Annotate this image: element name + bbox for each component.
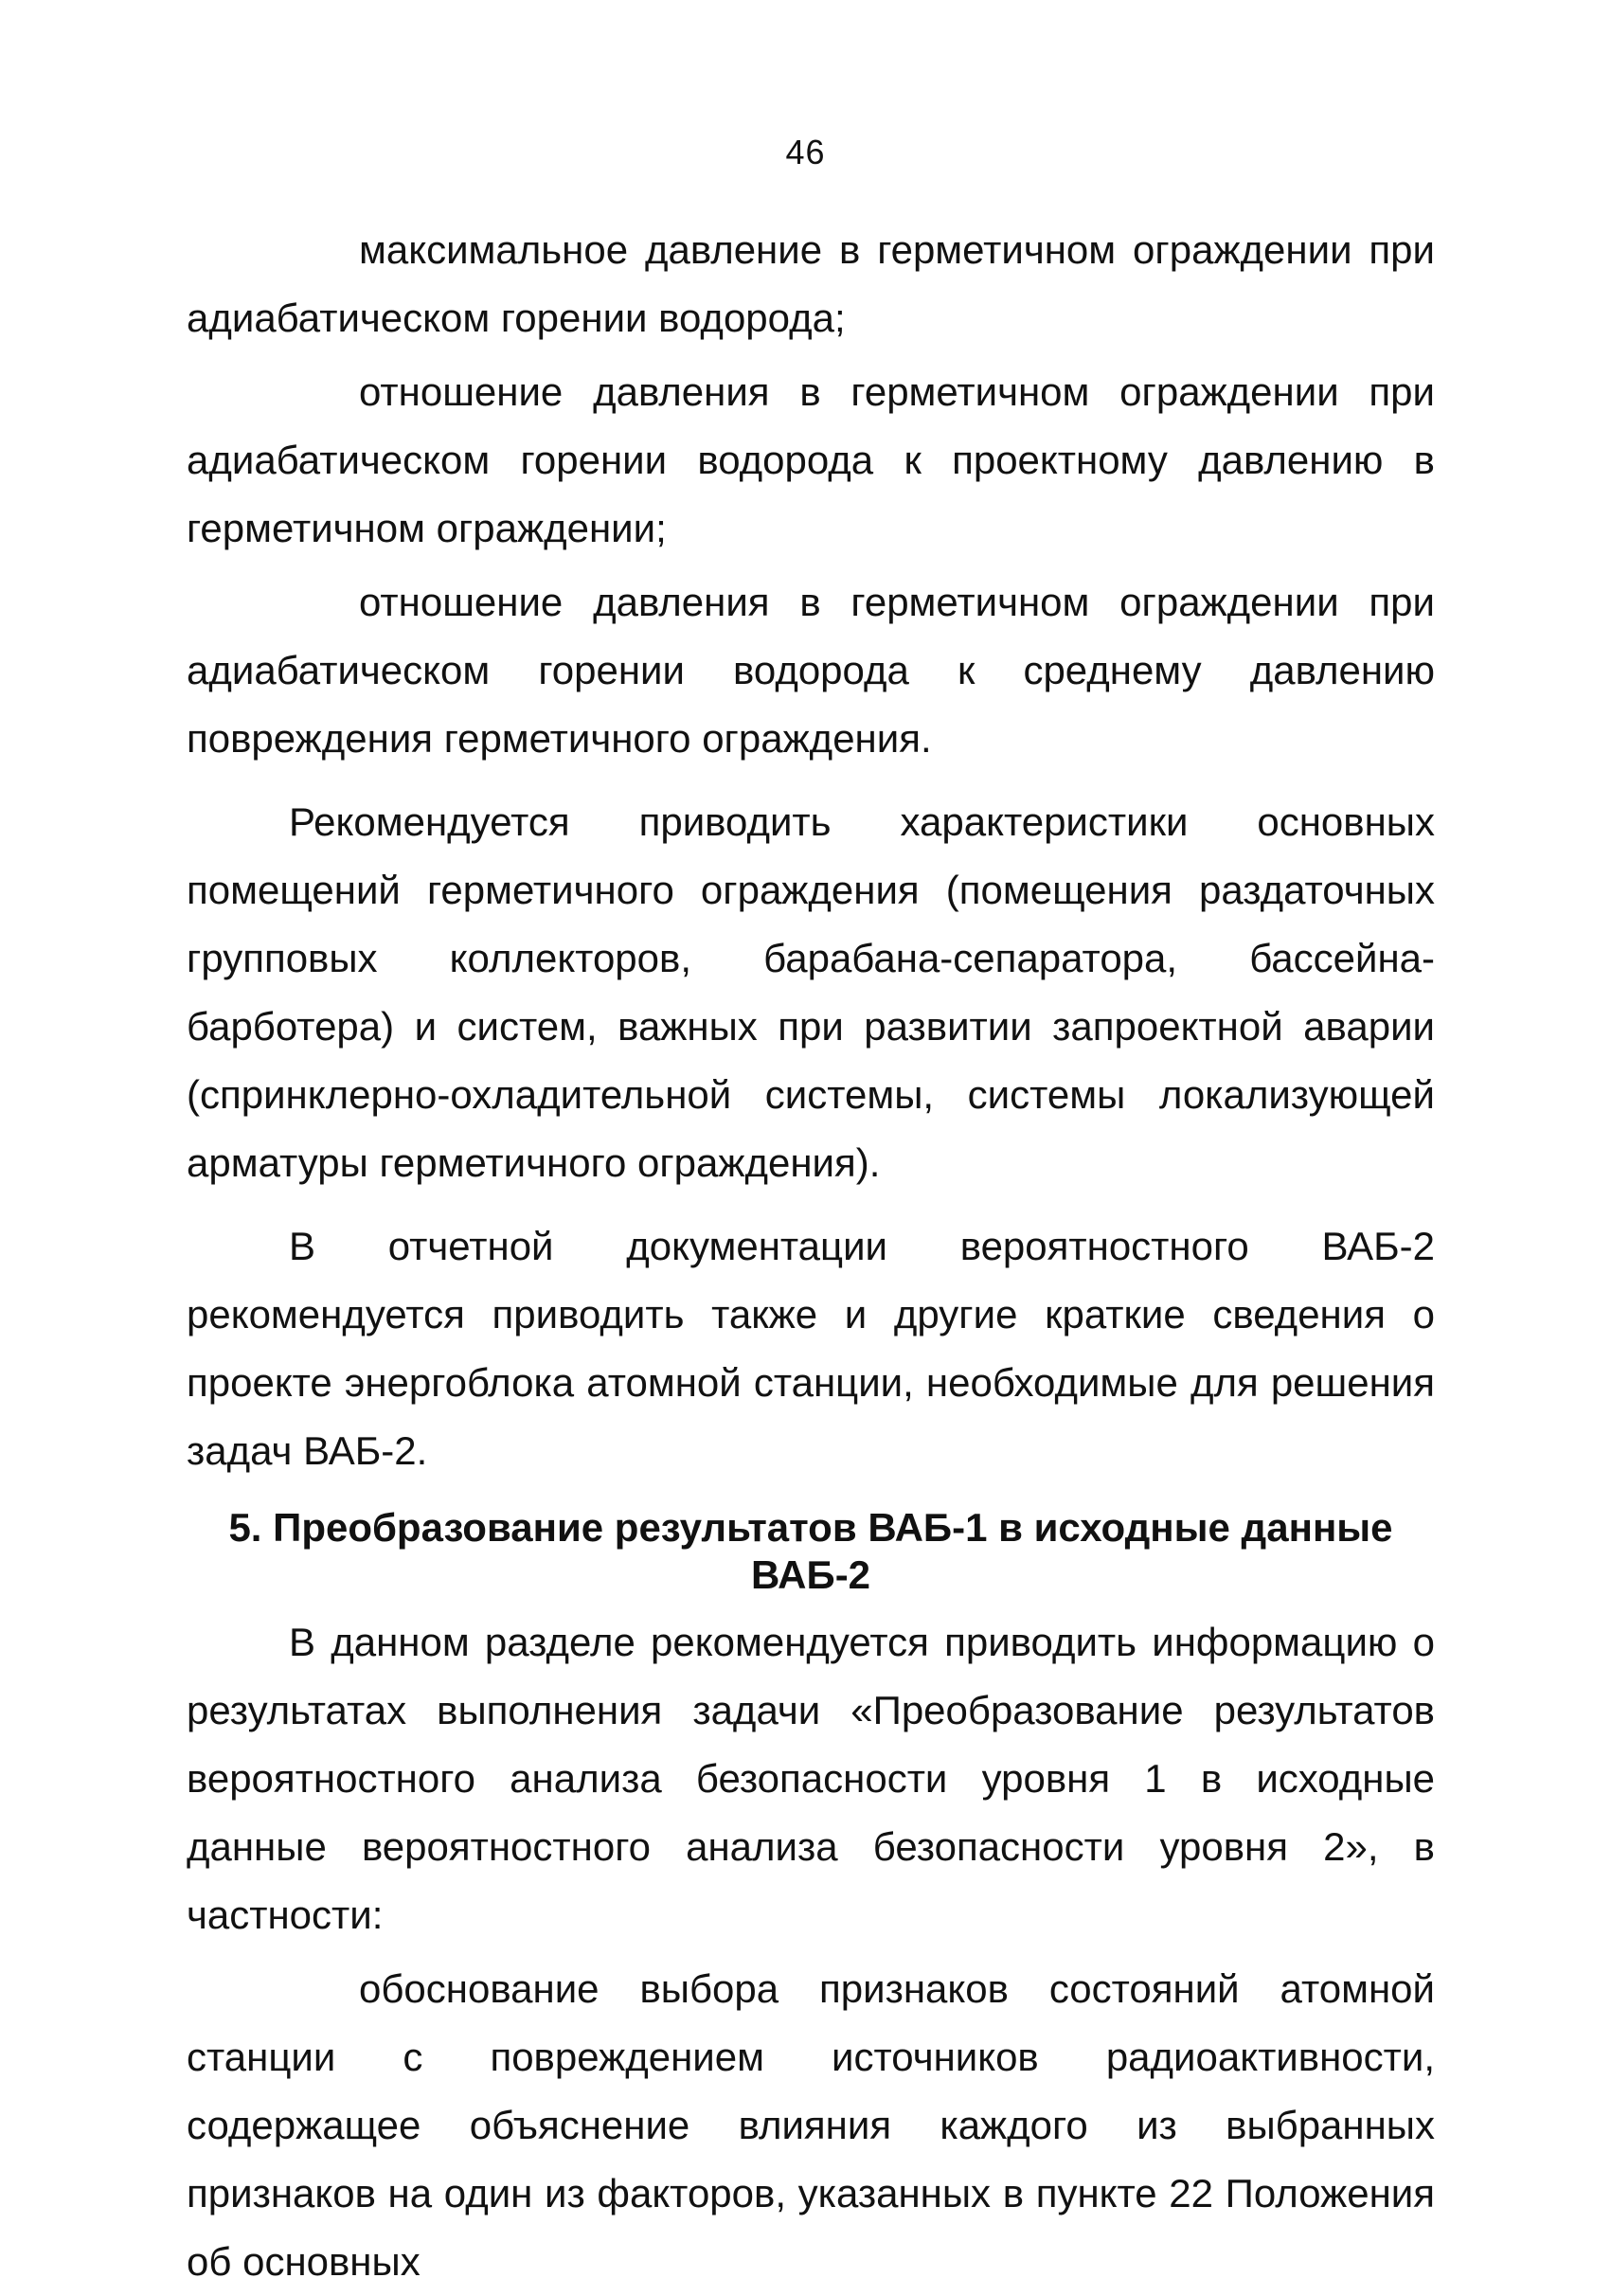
paragraph-reporting-docs: В отчетной документации вероятностного ВАБ-2 рекомендуется приводить также и другие краткие сведения о проекте энергоблока атомной станции, необходимые для решения задач ВАБ-2. — [187, 1224, 1435, 1473]
page-number: 46 — [785, 133, 826, 171]
list-item-design-pressure-ratio: отношение давления в герметичном ограждении при адиабатическом горении водорода к проектному давлению в герметичном ограждении; — [187, 369, 1435, 550]
list-item-failure-pressure-ratio: отношение давления в герметичном ограждении при адиабатическом горении водорода к среднему давлению повреждения герметичного ограждения. — [187, 580, 1435, 761]
section-heading — [187, 1504, 1435, 1599]
document-body — [187, 216, 1435, 2296]
list-item-feature-selection: обоснование выбора признаков состояний атомной станции с повреждением источников радиоактивности, содержащее объяснение влияния каждого из выбранных признаков на один из факторов, указанных в пункте 22 Положения об основных — [187, 1966, 1435, 2284]
list-item-max-pressure: максимальное давление в герметичном ограждении при адиабатическом горении водорода; — [187, 227, 1435, 340]
section-intro-paragraph: В данном разделе рекомендуется приводить информацию о результатах выполнения задачи «Преобразование результатов вероятностного анализа безопасности уровня 1 в исходные данные вероятностного анализа безопасности уровня 2», в частности: — [187, 1620, 1435, 1937]
section-heading-line1: 5. Преобразование результатов ВАБ-1 в исходные данные — [228, 1505, 1393, 1550]
paragraph-containment-rooms: Рекомендуется приводить характеристики основных помещений герметичного ограждения (помещения раздаточных групповых коллекторов, барабана-сепаратора, бассейна-барботера) и систем, важных при развитии запроектной аварии (спринклерно-охладительной системы, системы локализующей арматуры герметичного ограждения). — [187, 799, 1435, 1185]
section-heading-line2: ВАБ-2 — [750, 1552, 871, 1597]
